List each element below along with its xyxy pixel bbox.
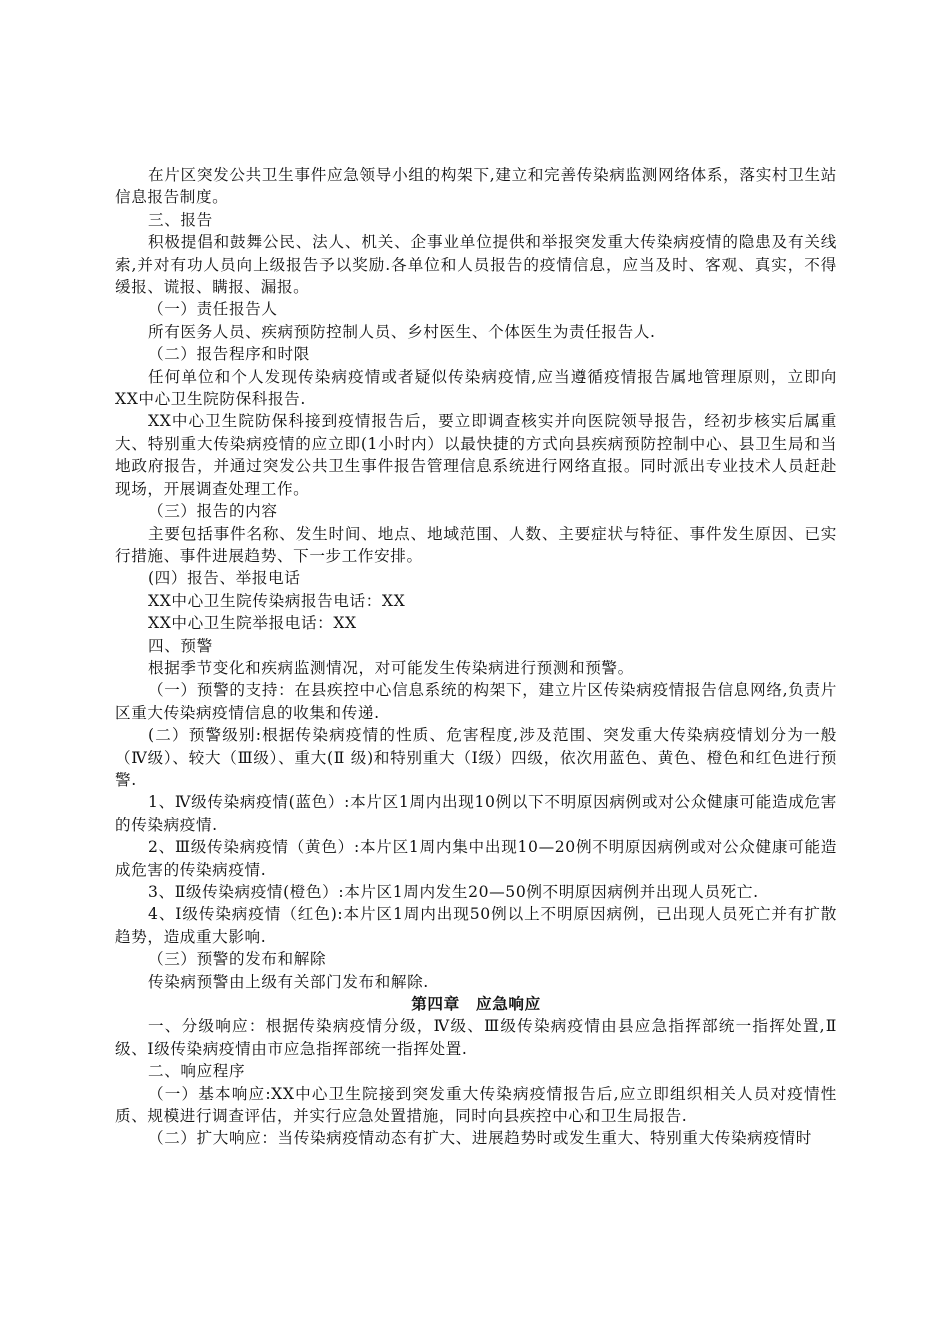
- section-heading-warning: 四、预警: [148, 636, 213, 655]
- paragraph-encourage-reporting: 积极提倡和鼓舞公民、法人、机关、企事业单位提供和举报突发重大传染病疫情的隐患及有关线索,并对有功人员向上级报告予以奖励.各单位和人员报告的疫情信息，应当及时、客观、真实，不得缓报、谎报、瞒报、漏报。: [115, 233, 837, 297]
- paragraph-level-1-red: 4、Ⅰ级传染病疫情（红色):本片区1周内出现50例以上不明原因病例，已出现人员死亡并有扩散趋势，造成重大影响.: [115, 905, 837, 946]
- paragraph-warning-release: 传染病预警由上级有关部门发布和解除.: [148, 972, 429, 991]
- tipoff-phone-line: XX中心卫生院举报电话：XX: [148, 614, 357, 633]
- paragraph-surveillance-network: 在片区突发公共卫生事件应急领导小组的构架下,建立和完善传染病监测网络体系，落实村卫生站信息报告制度。: [115, 166, 837, 207]
- subheading-phone: (四）报告、举报电话: [148, 569, 301, 588]
- report-phone-line: XX中心卫生院传染病报告电话：XX: [148, 591, 406, 610]
- paragraph-basic-response: （一）基本响应:XX中心卫生院接到突发重大传染病疫情报告后,应立即组织相关人员对疫情性质、规模进行调查评估，并实行应急处置措施，同时向县疾控中心和卫生局报告.: [115, 1084, 837, 1126]
- paragraph-report-procedure: 任何单位和个人发现传染病疫情或者疑似传染病疫情,应当遵循疫情报告属地管理原则，立即向XX中心卫生院防保科报告.: [115, 367, 837, 409]
- paragraph-verification: XX中心卫生院防保科接到疫情报告后，要立即调查核实并向医院领导报告，经初步核实后属重大、特别重大传染病疫情的应立即(1小时内）以最快捷的方式向县疾病预防控制中心、县卫生局和当地政府报告，并通过突发公共卫生事件报告管理信息系统进行网络直报。同时派出专业技术人员赶赴现场，开展调查处理工作。: [115, 412, 837, 498]
- subheading-response-procedure: 二、响应程序: [148, 1062, 246, 1081]
- paragraph-responsible-reporters: 所有医务人员、疾病预防控制人员、乡村医生、个体医生为责任报告人.: [148, 322, 656, 341]
- paragraph-level-3-yellow: 2、Ⅲ级传染病疫情（黄色）:本片区1周内集中出现10—20例不明原因病例或对公众健康可能造成危害的传染病疫情.: [115, 838, 837, 879]
- paragraph-warning-levels: (二）预警级别:根据传染病疫情的性质、危害程度,涉及范围、突发重大传染病疫情划分为一般（Ⅳ级）、较大（Ⅲ级）、重大(Ⅱ 级)和特别重大（Ⅰ级）四级，依次用蓝色、黄色、橙色和红色进行预警.: [115, 726, 837, 789]
- subheading-report-procedure: （二）报告程序和时限: [148, 345, 310, 364]
- subheading-responsible-reporters: （一）责任报告人: [148, 300, 278, 319]
- subheading-report-content: （三）报告的内容: [148, 502, 278, 521]
- paragraph-level-2-orange: 3、Ⅱ级传染病疫情(橙色）:本片区1周内发生20—50例不明原因病例并出现人员死亡.: [148, 883, 759, 901]
- document-page: [115, 164, 837, 1150]
- paragraph-expanded-response: （二）扩大响应：当传染病疫情动态有扩大、进展趋势时或发生重大、特别重大传染病疫情时: [148, 1129, 812, 1148]
- paragraph-report-content: 主要包括事件名称、发生时间、地点、地域范围、人数、主要症状与特征、事件发生原因、已实行措施、事件进展趋势、下一步工作安排。: [115, 524, 837, 565]
- paragraph-warning-intro: 根据季节变化和疾病监测情况，对可能发生传染病进行预测和预警。: [148, 658, 634, 677]
- paragraph-warning-support: （一）预警的支持：在县疾控中心信息系统的构架下，建立片区传染病疫情报告信息网络,负责片区重大传染病疫情信息的收集和传递.: [115, 681, 837, 722]
- section-heading-report: 三、报告: [148, 210, 213, 229]
- chapter-title: 第四章 应急响应: [411, 995, 541, 1014]
- paragraph-level-4-blue: 1、Ⅳ级传染病疫情(蓝色）:本片区1周内出现10例以下不明原因病例或对公众健康可能造成危害的传染病疫情.: [115, 793, 837, 834]
- subheading-warning-release: （三）预警的发布和解除: [148, 950, 327, 969]
- paragraph-graded-response: 一、分级响应：根据传染病疫情分级，Ⅳ级、Ⅲ级传染病疫情由县应急指挥部统一指挥处置,Ⅱ级、Ⅰ级传染病疫情由市应急指挥部统一指挥处置.: [115, 1017, 837, 1058]
